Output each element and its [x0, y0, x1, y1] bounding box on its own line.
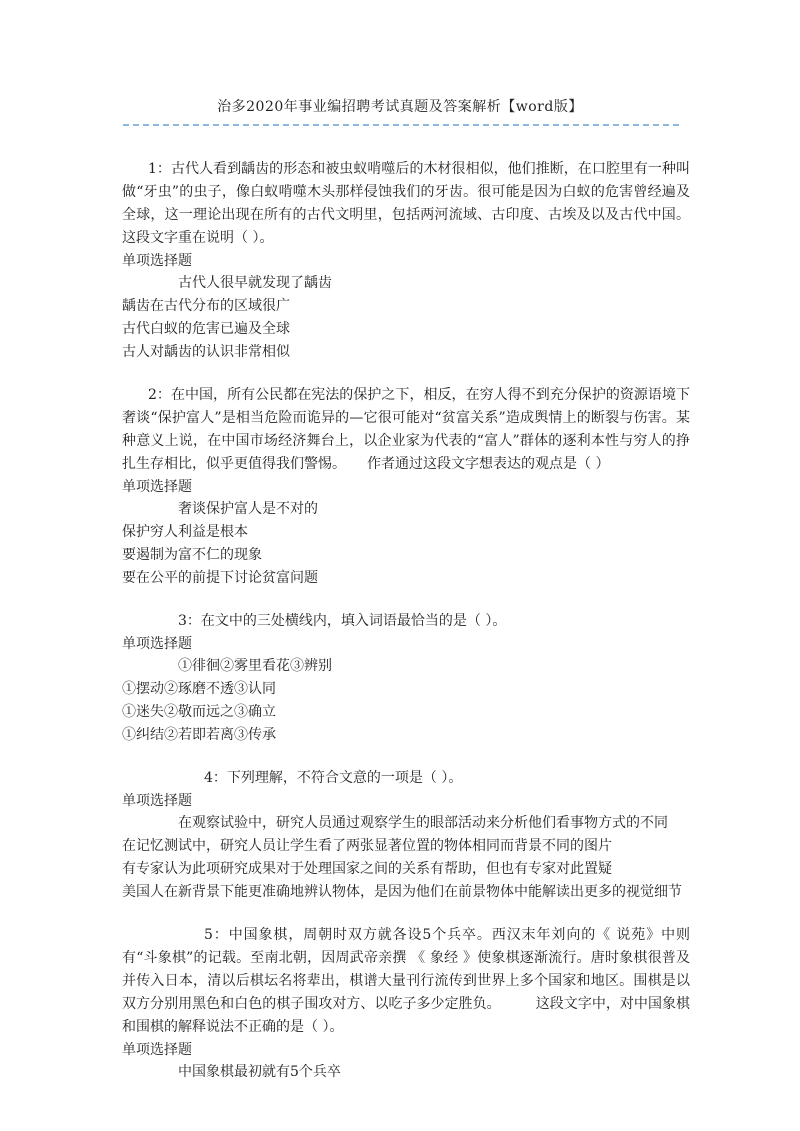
question-type: 单项选择题: [122, 1042, 192, 1058]
question-text: 下列理解，不符合文意的一项是（ ）。: [226, 770, 463, 786]
question-text: 在文中的三处横线内，填入词语最恰当的是（ ）。: [200, 613, 507, 629]
question-number: 1：: [148, 161, 171, 177]
question-stem: [122, 384, 690, 476]
question-text: 中国象棋，周朝时双方就各设5个兵卒。西汉末年刘向的《 说苑》中则有“斗象棋”的记载。至南北朝，因周武帝亲撰 《 象经 》使象棋逐渐流行。唐时象棋很普及并传入日本，清以后棋坛名将辈出，棋谱大量刊行流传到世界上多个国家和地区。围棋是以双方分别用黑色和白色的棋子围攻对方、以吃子多少定胜负。 这段文字中，对中国象棋和围棋的解释说法不正确的是（ ）。: [122, 927, 690, 1035]
question-stem: [122, 767, 690, 790]
option-a: ①徘徊②雾里看花③辨别: [178, 658, 332, 674]
question-number: 2：: [148, 387, 171, 403]
question-5: [122, 924, 690, 1084]
option-a: 中国象棋最初就有5个兵卒: [178, 1064, 341, 1080]
option-d: 古人对龋齿的认识非常相似: [122, 344, 290, 360]
question-text: 在中国，所有公民都在宪法的保护之下，相反，在穷人得不到充分保护的资源语境下奢谈“保护富人”是相当危险而诡异的—它很可能对“贫富关系”造成舆情上的断裂与伤害。某种意义上说，在中国市场经济舞台上，以企业家为代表的“富人”群体的逐利本性与穷人的挣扎生存相比，似乎更值得我们警惕。 作者通过这段文字想表达的观点是（ ）: [122, 387, 690, 472]
question-3: [122, 610, 690, 747]
question-stem: [122, 924, 690, 1039]
option-d: ①纠结②若即若离③传承: [122, 727, 276, 743]
option-d: 美国人在新背景下能更准确地辨认物体，是因为他们在前景物体中能解读出更多的视觉细节: [122, 884, 682, 900]
question-text: 古代人看到龋齿的形态和被虫蚁啃噬后的木材很相似，他们推断，在口腔里有一种叫做“牙虫”的虫子，像白蚁啃噬木头那样侵蚀我们的牙齿。很可能是因为白蚁的危害曾经遍及全球，这一理论出现在所有的古代文明里，包括两河流域、古印度、古埃及以及古代中国。这段文字重在说明（ ）。: [122, 161, 690, 246]
option-c: 有专家认为此项研究成果对于处理国家之间的关系有帮助，但也有专家对此置疑: [122, 861, 612, 877]
option-c: 要遏制为富不仁的现象: [122, 547, 262, 563]
option-c: ①迷失②敬而远之③确立: [122, 704, 276, 720]
question-type: 单项选择题: [122, 636, 192, 652]
option-c: 古代白蚁的危害已遍及全球: [122, 321, 290, 337]
option-b: ①摆动②琢磨不透③认同: [122, 681, 276, 697]
question-number: 5：: [204, 927, 229, 943]
question-type: 单项选择题: [122, 253, 192, 269]
question-number: 3：: [178, 613, 201, 629]
title-divider: [123, 124, 679, 126]
question-stem: [122, 610, 690, 633]
question-number: 4：: [204, 770, 227, 786]
option-a: 古代人很早就发现了龋齿: [178, 275, 332, 291]
question-type: 单项选择题: [122, 793, 192, 809]
document-title: 治多2020年事业编招聘考试真题及答案解析【word版】: [217, 99, 583, 115]
option-a: 奢谈保护富人是不对的: [178, 501, 318, 517]
question-stem: [122, 158, 690, 250]
question-type: 单项选择题: [122, 479, 192, 495]
question-1: [122, 158, 690, 364]
question-list: [122, 158, 690, 1104]
option-d: 要在公平的前提下讨论贫富问题: [122, 570, 318, 586]
option-b: 保护穷人利益是根本: [122, 524, 248, 540]
option-a: 在观察试验中，研究人员通过观察学生的眼部活动来分析他们看事物方式的不同: [178, 815, 668, 831]
question-4: [122, 767, 690, 904]
option-b: 龋齿在古代分布的区域很广: [122, 298, 290, 314]
option-b: 在记忆测试中，研究人员让学生看了两张显著位置的物体相同而背景不同的图片: [122, 838, 612, 854]
question-2: [122, 384, 690, 590]
